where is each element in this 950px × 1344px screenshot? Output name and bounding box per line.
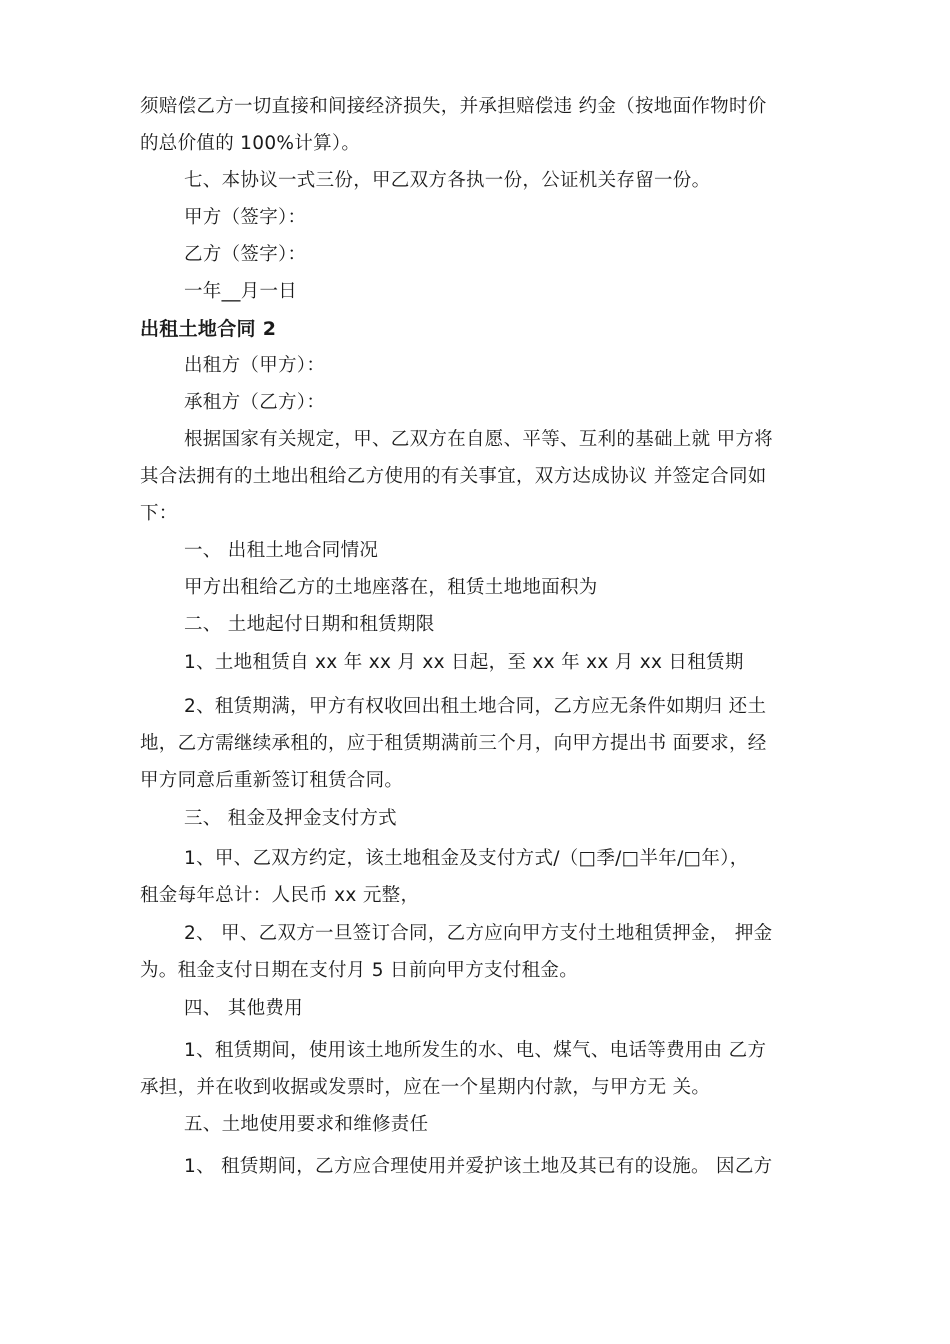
clause-heading: 三、 租金及押金支付方式 (184, 808, 397, 829)
paragraph-line: 地，乙方需继续承租的，应于租赁期满前三个月，向甲方提出书 面要求，经 (140, 733, 767, 754)
paragraph-line: 租金每年总计：人民币 xx 元整， (140, 885, 420, 906)
clause-heading: 四、 其他费用 (184, 998, 303, 1019)
paragraph-line: 甲方出租给乙方的土地座落在，租赁土地地面积为 (184, 577, 598, 598)
clause-heading: 一、 出租土地合同情况 (184, 540, 379, 561)
paragraph-line: 其合法拥有的土地出租给乙方使用的有关事宜，双方达成协议 并签定合同如 (140, 466, 767, 487)
section-title: 出租土地合同 2 (140, 318, 277, 340)
paragraph-line: 下： (140, 503, 178, 524)
paragraph-line: 的总价值的 100%计算）。 (140, 133, 361, 154)
paragraph-line: 七、本协议一式三份，甲乙双方各执一份，公证机关存留一份。 (184, 170, 711, 191)
clause-heading: 二、 土地起付日期和租赁期限 (184, 614, 435, 635)
paragraph-line: 1、租赁期间，使用该土地所发生的水、电、煤气、电话等费用由 乙方 (184, 1040, 767, 1061)
clause-heading: 五、土地使用要求和维修责任 (184, 1114, 429, 1135)
lessor-line: 出租方（甲方）： (184, 355, 326, 376)
signature-line-party-b: 乙方（签字）： (184, 244, 307, 265)
signature-line-party-a: 甲方（签字）： (184, 207, 307, 228)
paragraph-line: 2、 甲、乙双方一旦签订合同，乙方应向甲方支付土地租赁押金， 押金 (184, 923, 773, 944)
paragraph-line: 1、 租赁期间，乙方应合理使用并爱护该土地及其已有的设施。 因乙方 (184, 1156, 773, 1177)
date-line: 一年__月一日 (184, 281, 298, 302)
paragraph-line: 2、租赁期满，甲方有权收回出租土地合同，乙方应无条件如期归 还土 (184, 696, 767, 717)
paragraph-line: 1、土地租赁自 xx 年 xx 月 xx 日起，至 xx 年 xx 月 xx 日租赁期 (184, 652, 744, 673)
paragraph-line: 承担，并在收到收据或发票时，应在一个星期内付款，与甲方无 关。 (140, 1077, 711, 1098)
paragraph-line: 甲方同意后重新签订租赁合同。 (140, 770, 404, 791)
lessee-line: 承租方（乙方）： (184, 392, 326, 413)
paragraph-line: 1、甲、乙双方约定，该土地租金及支付方式/（□季/□半年/□年）， (184, 848, 749, 869)
paragraph-line: 为。租金支付日期在支付月 5 日前向甲方支付租金。 (140, 960, 579, 981)
paragraph-line: 根据国家有关规定，甲、乙双方在自愿、平等、互利的基础上就 甲方将 (184, 429, 773, 450)
paragraph-line: 须赔偿乙方一切直接和间接经济损失，并承担赔偿违 约金（按地面作物时价 (140, 96, 767, 117)
